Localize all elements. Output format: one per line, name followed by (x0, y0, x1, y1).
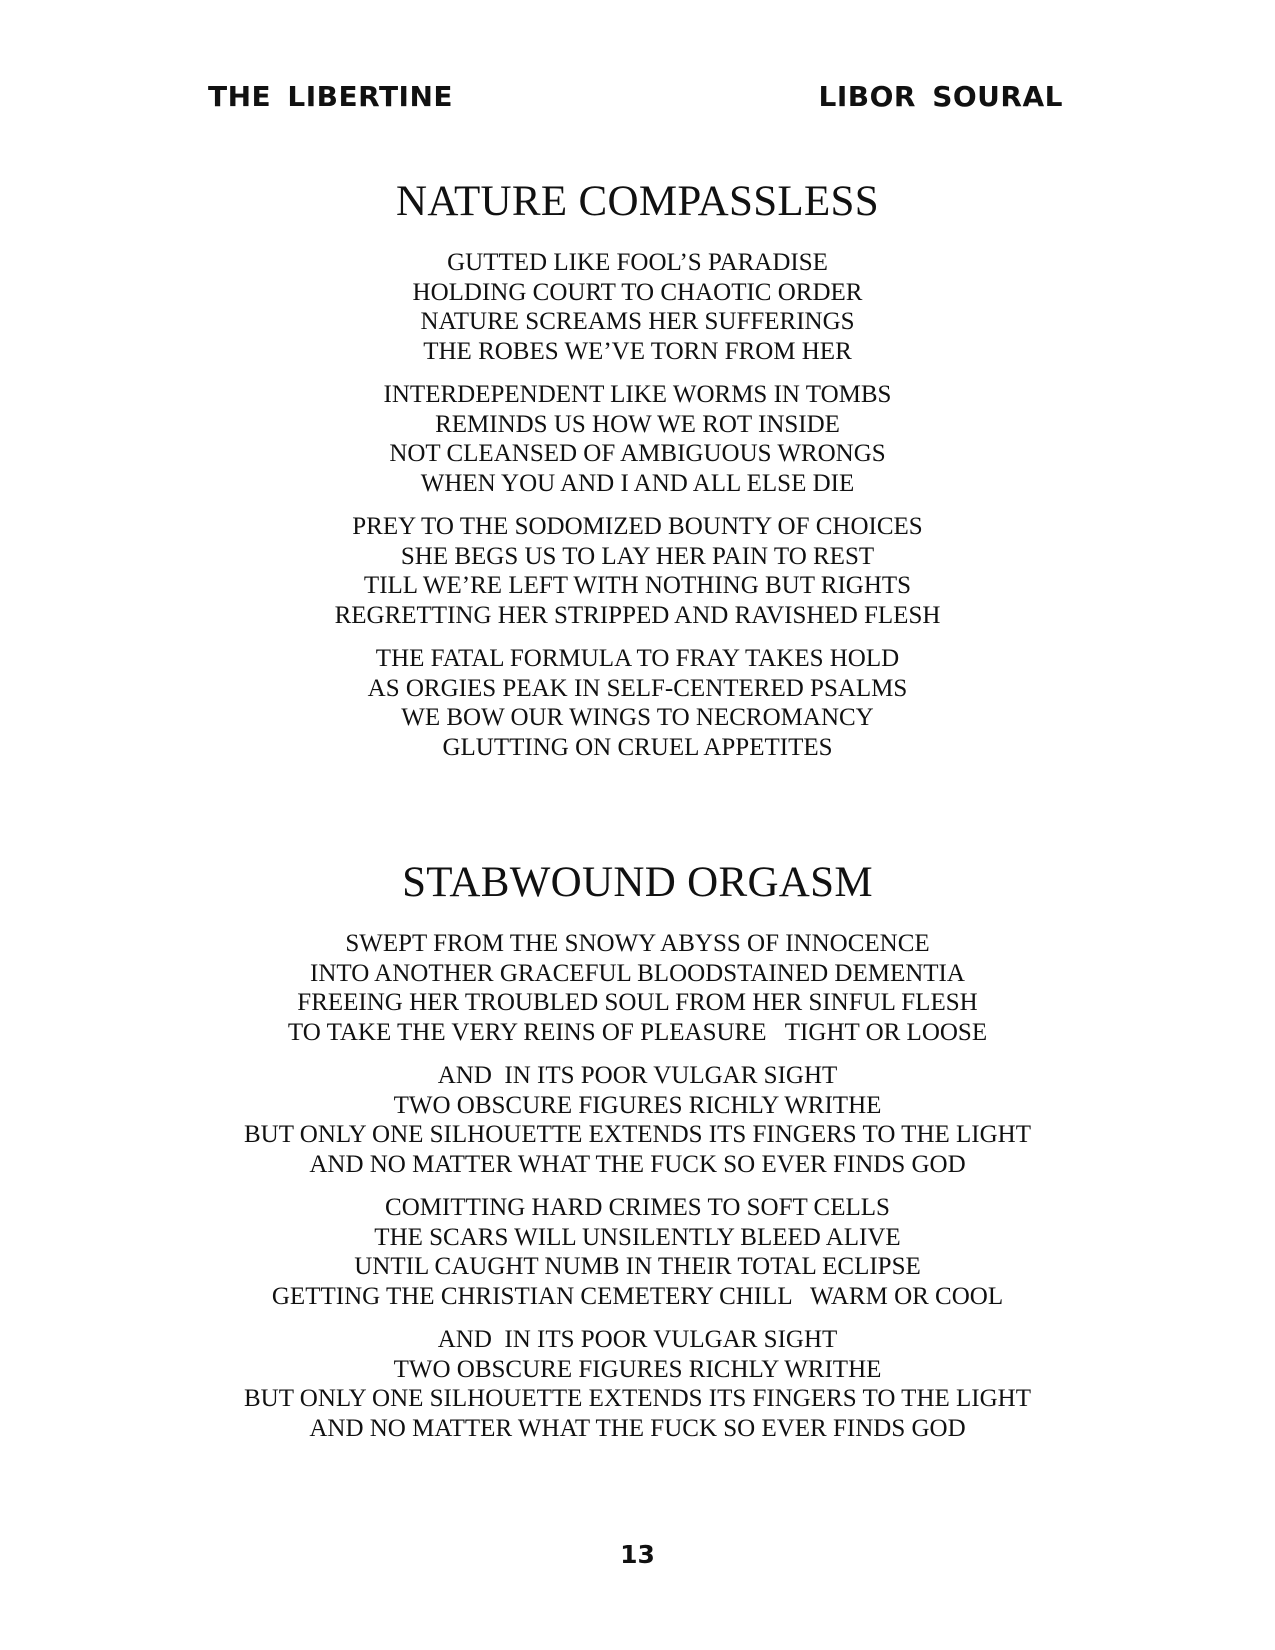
poem-line: GUTTED LIKE FOOL’S PARADISE (447, 249, 828, 276)
stanza (0, 1325, 1275, 1443)
poem-line: TILL WE’RE LEFT WITH NOTHING BUT RIGHTS (363, 572, 912, 599)
stanza (0, 644, 1275, 762)
poem-line: INTO ANOTHER GRACEFUL BLOODSTAINED DEMENTIA (310, 959, 965, 987)
poem-line: TWO OBSCURE FIGURES RICHLY WRITHE (393, 1091, 882, 1119)
poem-line: FREEING HER TROUBLED SOUL FROM HER SINFUL FLESH (297, 989, 978, 1016)
poem-line: SWEPT FROM THE SNOWY ABYSS OF INNOCENCE (345, 930, 930, 957)
poem-line: BUT ONLY ONE SILHOUETTE EXTENDS ITS FINGERS TO THE LIGHT (243, 1385, 1032, 1412)
stanza (0, 929, 1275, 1047)
poem-line: AND IN ITS POOR VULGAR SIGHT (437, 1326, 838, 1353)
poem-line: PREY TO THE SODOMIZED BOUNTY OF CHOICES (352, 513, 923, 540)
poem-line: AS ORGIES PEAK IN SELF-CENTERED PSALMS (367, 674, 908, 702)
stanza (0, 1193, 1275, 1311)
poem-line: AND IN ITS POOR VULGAR SIGHT (437, 1062, 838, 1089)
poem-line: UNTIL CAUGHT NUMB IN THEIR TOTAL ECLIPSE (354, 1253, 921, 1280)
poem-line: SHE BEGS US TO LAY HER PAIN TO REST (400, 542, 875, 570)
poem-line: TWO OBSCURE FIGURES RICHLY WRITHE (393, 1355, 882, 1383)
poem-line: COMITTING HARD CRIMES TO SOFT CELLS (385, 1194, 890, 1221)
poem-title: STABWOUND ORGASM (402, 859, 873, 906)
poem-line: GETTING THE CHRISTIAN CEMETERY CHILL WARM OR COOL (271, 1282, 1004, 1310)
poem-line: INTERDEPENDENT LIKE WORMS IN TOMBS (383, 381, 892, 408)
poem-stabwound-orgasm (0, 855, 1275, 1457)
running-header (208, 76, 1063, 116)
poem-line: GLUTTING ON CRUEL APPETITES (442, 733, 833, 761)
poem-line: THE ROBES WE’VE TORN FROM HER (423, 337, 852, 365)
poem-line: NOT CLEANSED OF AMBIGUOUS WRONGS (389, 440, 886, 467)
poem-line: REMINDS US HOW WE ROT INSIDE (435, 410, 840, 438)
poem-line: AND NO MATTER WHAT THE FUCK SO EVER FINDS GOD (309, 1414, 966, 1442)
poem-line: WE BOW OUR WINGS TO NECROMANCY (401, 704, 874, 731)
poem-nature-compassless (0, 174, 1275, 776)
poem-line: NATURE SCREAMS HER SUFFERINGS (420, 308, 855, 335)
stanza (0, 248, 1275, 366)
stanza (0, 512, 1275, 630)
poem-line: REGRETTING HER STRIPPED AND RAVISHED FLESH (334, 601, 941, 629)
poem-title: NATURE COMPASSLESS (396, 178, 879, 225)
poem-line: THE SCARS WILL UNSILENTLY BLEED ALIVE (374, 1223, 901, 1251)
poem-line: HOLDING COURT TO CHAOTIC ORDER (412, 278, 863, 306)
poem-line: WHEN YOU AND I AND ALL ELSE DIE (420, 469, 855, 497)
header-book-title: THE LIBERTINE (208, 79, 454, 113)
stanza (0, 380, 1275, 498)
poem-line: AND NO MATTER WHAT THE FUCK SO EVER FINDS GOD (309, 1150, 966, 1178)
stanza (0, 1061, 1275, 1179)
page-number: 13 (620, 1540, 655, 1569)
header-author: LIBOR SOURAL (818, 79, 1063, 113)
poem-line: BUT ONLY ONE SILHOUETTE EXTENDS ITS FINGERS TO THE LIGHT (243, 1121, 1032, 1148)
poem-line: THE FATAL FORMULA TO FRAY TAKES HOLD (375, 645, 900, 672)
poem-line: TO TAKE THE VERY REINS OF PLEASURE TIGHT OR LOOSE (287, 1018, 988, 1046)
